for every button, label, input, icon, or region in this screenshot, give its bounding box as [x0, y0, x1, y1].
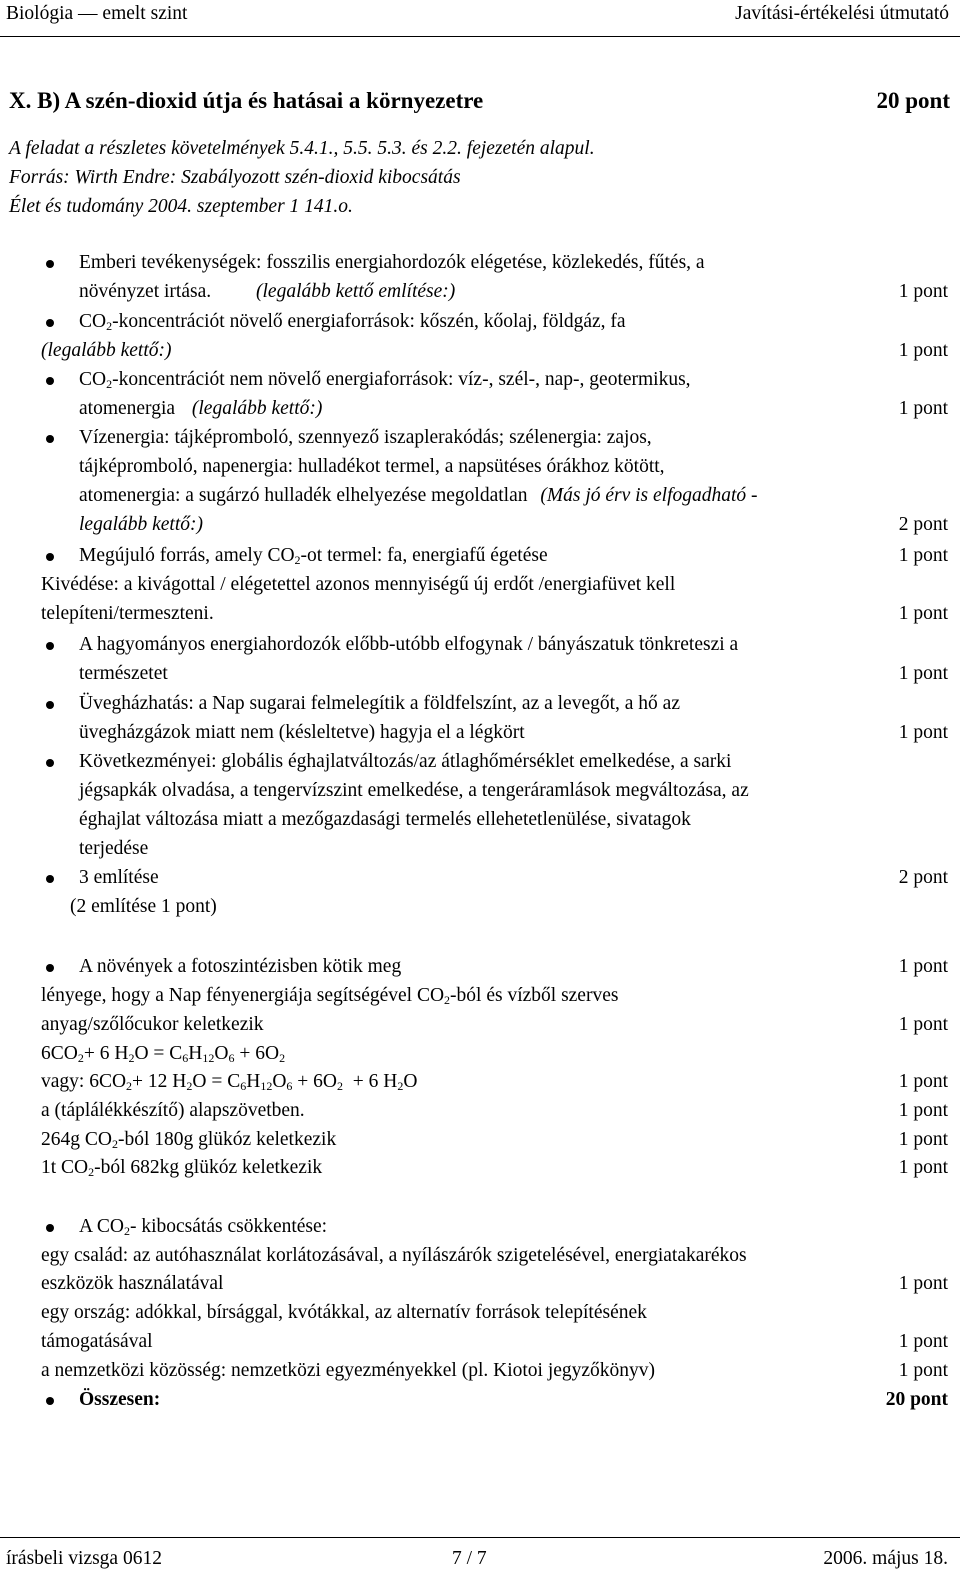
list-item: [79, 308, 948, 336]
list-item: [79, 424, 948, 452]
bullet-icon: [46, 875, 54, 883]
item-text: CO: [79, 369, 107, 390]
list-item: [79, 366, 948, 394]
item-points: 1 pont: [898, 1273, 948, 1294]
item-text: Vízenergia: tájképromboló, szennyező iszaplerakódás; szélenergia: zajos,: [79, 427, 652, 448]
footer-date: 2006. május 18.: [823, 1548, 948, 1569]
list-item-cont: [41, 337, 948, 365]
list-item-cont: [79, 511, 948, 539]
text-line: [41, 1270, 948, 1298]
intro-line: Élet és tudomány 2004. szeptember 1 141.o.: [9, 196, 353, 217]
item-text: Emberi tevékenységek: fosszilis energiahordozók elégetése, közlekedés, fűtés, a: [79, 252, 705, 273]
item-text: növényzet irtása.: [79, 281, 212, 302]
list-item-cont: [79, 660, 948, 688]
item-text: -koncentrációt nem növelő energiaforrások: víz-, szél-, nap-, geotermikus,: [112, 369, 691, 390]
page-header: [0, 3, 960, 31]
text-line: 264g $CO_2$-ból 180g glükóz keletkezik 1 pont: [41, 1126, 948, 1154]
list-item-cont: [79, 719, 948, 747]
text-line: [41, 1011, 948, 1039]
total-label: Összesen:: [79, 1389, 161, 1410]
bullet-icon: [46, 319, 54, 327]
item-points: 1 pont: [898, 1071, 948, 1092]
list-item-cont: terjedése: [79, 838, 149, 859]
list-item-cont: [79, 482, 948, 510]
subscript: 2: [294, 553, 301, 567]
item-points: 1 pont: [898, 603, 948, 624]
item-points: 1 pont: [898, 1014, 948, 1035]
text-line: egy ország: adókkal, bírsággal, kvótákkal, az alternatív források telepítésének: [41, 1302, 647, 1323]
list-item-cont: [79, 395, 948, 423]
item-points: 1 pont: [898, 340, 948, 361]
section-title-points: 20 pont: [876, 88, 950, 113]
bullet-icon: [46, 642, 54, 650]
item-text: eszközök használatával: [41, 1273, 224, 1294]
total-row: [79, 1386, 948, 1414]
list-item-cont: (2 említése 1 pont): [70, 896, 217, 917]
subscript: 2: [106, 377, 113, 391]
item-text: lényege, hogy a Nap fényenergiája segítségével CO: [41, 985, 445, 1006]
page-footer: [0, 1548, 960, 1574]
item-points: 1 pont: [898, 1129, 948, 1150]
item-text: telepíteni/termeszteni.: [41, 603, 214, 624]
item-text: -ból és vízből szerves: [450, 985, 619, 1006]
bullet-icon: [46, 553, 54, 561]
text-line: [41, 1357, 948, 1385]
text-line: [41, 600, 948, 628]
list-item: A $CO_2-$ kibocsátás csökkentése:: [79, 1213, 948, 1241]
list-item-cont: jégsapkák olvadása, a tengervízszint emelkedése, a tengeráramlások megváltozása, az: [79, 780, 749, 801]
text-line: [41, 1328, 948, 1356]
item-text: -koncentrációt növelő energiaforrások: kőszén, kőolaj, földgáz, fa: [112, 311, 626, 332]
text-line: 1t $CO_2$-ból 682kg glükóz keletkezik 1 pont: [41, 1154, 948, 1182]
bullet-icon: [46, 1397, 54, 1405]
header-left: Biológia — emelt szint: [6, 3, 188, 24]
item-points: 1 pont: [898, 1157, 948, 1178]
subscript: 2: [106, 319, 113, 333]
item-note: legalább kettő:): [79, 514, 203, 535]
list-item: [79, 631, 948, 659]
list-item: [79, 690, 948, 718]
bullet-icon: [46, 964, 54, 972]
item-text: 3 említése: [79, 867, 159, 888]
item-text: Üvegházhatás: a Nap sugarai felmelegítik a földfelszínt, az a levegőt, a hő az: [79, 693, 680, 714]
list-item-cont: [79, 453, 948, 481]
bullet-icon: [46, 701, 54, 709]
item-text: a nemzetközi közösség: nemzetközi egyezményekkel (pl. Kiotoi jegyzőkönyv): [41, 1360, 656, 1381]
item-points: 1 pont: [898, 1331, 948, 1352]
list-item: [79, 542, 948, 570]
item-points: 1 pont: [898, 281, 948, 302]
item-text: Következményei: globális éghajlatváltozás/az átlaghőmérséklet emelkedése, a sarki: [79, 751, 732, 772]
text-line: [41, 982, 948, 1010]
item-points: 1 pont: [898, 1360, 948, 1381]
text-line: egy család: az autóhasználat korlátozásával, a nyílászárók szigetelésével, energiatakarékos: [41, 1245, 747, 1266]
item-text: tájképromboló, napenergia: hulladékot termel, a napsütéses órákhoz kötött,: [79, 456, 665, 477]
intro-line: Forrás: Wirth Endre: Szabályozott szén-dioxid kibocsátás: [9, 167, 461, 188]
footer-left: írásbeli vizsga 0612: [6, 1548, 162, 1569]
bullet-icon: [46, 377, 54, 385]
item-points: 1 pont: [898, 398, 948, 419]
item-text: anyag/szőlőcukor keletkezik: [41, 1014, 264, 1035]
item-note: (Más jó érv is elfogadható -: [540, 485, 758, 506]
item-points: 1 pont: [898, 722, 948, 743]
item-points: 1 pont: [898, 663, 948, 684]
footer-page: 7 / 7: [452, 1548, 487, 1569]
total-points: 20 pont: [885, 1389, 948, 1410]
footer-rule: [0, 1537, 960, 1538]
list-item: [79, 864, 948, 892]
section-title-text: X. B) A szén-dioxid útja és hatásai a környezetre: [9, 88, 484, 113]
list-item: [79, 249, 948, 277]
text-line: [41, 1097, 948, 1125]
section-title: [9, 88, 950, 114]
equation: vagy: $6CO_2+ 12$ $H_2O = C_6H_{12}O_6 + 6O_2 + 6$ $H_2O$ 1 pont: [41, 1068, 948, 1096]
item-note: (legalább kettő:): [191, 398, 323, 419]
item-note: (legalább kettő:): [41, 340, 172, 361]
item-text: A hagyományos energiahordozók előbb-utóbb elfogynak / bányászatuk tönkreteszi a: [79, 634, 739, 655]
item-text: természetet: [79, 663, 168, 684]
item-text: CO: [79, 311, 107, 332]
item-points: 2 pont: [898, 867, 948, 888]
bullet-icon: [46, 260, 54, 268]
subscript: 2: [444, 993, 451, 1007]
item-points: 1 pont: [898, 545, 948, 566]
item-text: -ot termel: fa, energiafű égetése: [300, 545, 548, 566]
list-item-cont: éghajlat változása miatt a mezőgazdasági termelés ellehetetlenülése, sivatagok: [79, 809, 691, 830]
item-text: Megújuló forrás, amely CO: [79, 545, 295, 566]
item-text: üvegházgázok miatt nem (késleltetve) hagyja el a légkört: [79, 722, 525, 743]
item-points: 2 pont: [898, 514, 948, 535]
item-text: támogatásával: [41, 1331, 153, 1352]
item-text: atomenergia: a sugárzó hulladék elhelyezése megoldatlan: [79, 485, 528, 506]
bullet-icon: [46, 759, 54, 767]
item-note: (legalább kettő említése:): [256, 281, 456, 302]
list-item: [79, 748, 948, 776]
item-text: a (táplálékkészítő) alapszövetben.: [41, 1100, 305, 1121]
list-item: [79, 953, 948, 981]
item-text: A növények a fotoszintézisben kötik meg: [79, 956, 402, 977]
equation: $6CO_2+ 6$ $H_2O = C_6H_{12}O_6 + 6O_2$: [41, 1043, 286, 1065]
bullet-icon: [46, 1224, 54, 1232]
item-points: 1 pont: [898, 956, 948, 977]
item-points: 1 pont: [898, 1100, 948, 1121]
header-right: Javítási-értékelési útmutató: [735, 3, 949, 24]
text-line: Kivédése: a kivágottal / elégetettel azonos mennyiségű új erdőt /energiafüvet kell: [41, 574, 676, 595]
list-item-cont: [79, 278, 948, 306]
header-rule: [0, 36, 960, 37]
bullet-icon: [46, 435, 54, 443]
intro-line: A feladat a részletes követelmények 5.4.1., 5.5. 5.3. és 2.2. fejezetén alapul.: [9, 138, 595, 159]
item-text: atomenergia: [79, 398, 176, 419]
